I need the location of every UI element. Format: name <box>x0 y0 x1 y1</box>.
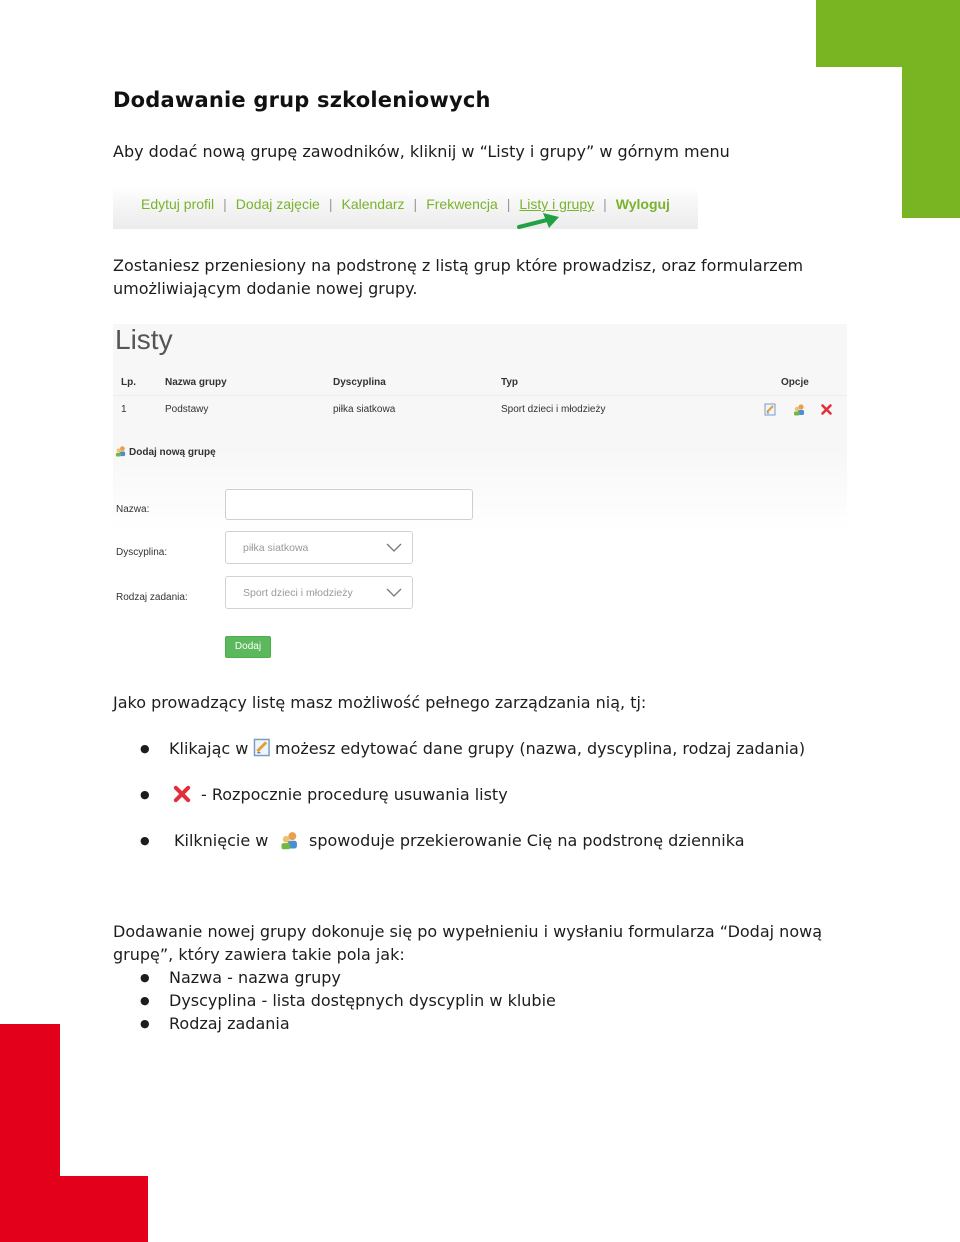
list-item: ● Nazwa - nazwa grupy <box>140 968 341 987</box>
green-side-block <box>902 0 960 218</box>
document-title: Dodawanie grup szkoleniowych <box>113 88 491 112</box>
task-type-select[interactable] <box>225 576 413 609</box>
task-field-label: Rodzaj zadania: <box>116 592 188 603</box>
menu-item-calendar[interactable]: Kalendarz <box>341 196 405 212</box>
group-name-input[interactable] <box>225 489 473 520</box>
form-description-paragraph: Dodawanie nowej grupy dokonuje się po wypełnieniu i wysłaniu formularza “Dodaj nową grupę”, który zawiera takie pola jak: <box>113 922 822 964</box>
bullet-diary-after: spowoduje przekierowanie Cię na podstronę dziennika <box>309 831 745 850</box>
task-type-select-value: Sport dzieci i młodzieży <box>243 587 353 599</box>
menu-separator: | <box>328 196 333 212</box>
menu-separator: | <box>603 196 607 212</box>
menu-separator: | <box>413 196 418 212</box>
red-side-block <box>0 1024 60 1242</box>
edit-icon <box>253 738 272 757</box>
delete-icon[interactable] <box>820 403 833 416</box>
management-paragraph: Jako prowadzący listę masz możliwość pełnego zarządzania nią, tj: <box>113 693 647 712</box>
menu-separator: | <box>506 196 511 212</box>
group-icon <box>115 445 127 457</box>
menu-item-logout[interactable]: Wyloguj <box>615 196 670 212</box>
red-corner-block <box>60 1176 148 1242</box>
intro-paragraph: Aby dodać nową grupę zawodników, kliknij w “Listy i grupy” w górnym menu <box>113 142 730 161</box>
lists-title: Listy <box>115 324 173 355</box>
arrow-icon <box>517 211 561 229</box>
menu-item-add-session[interactable]: Dodaj zajęcie <box>235 196 320 212</box>
lists-page-screenshot <box>113 324 847 664</box>
column-header-discipline: Dyscyplina <box>333 377 386 388</box>
menu-item-edit-profile[interactable]: Edytuj profil <box>141 196 215 212</box>
bullet-edit-before: Klikając w <box>169 739 249 758</box>
bullet-delete-text: - Rozpocznie procedurę usuwania listy <box>201 785 508 804</box>
bullet-edit-after: możesz edytować dane grupy (nazwa, dyscyplina, rodzaj zadania) <box>275 739 806 758</box>
edit-icon[interactable] <box>764 403 777 416</box>
redirect-paragraph: Zostaniesz przeniesiony na podstronę z listą grup które prowadzisz, oraz formularzem umożliwiającym dodanie nowej grupy. <box>113 256 804 298</box>
row-discipline: piłka siatkowa <box>333 404 396 415</box>
discipline-select-value: piłka siatkowa <box>243 542 309 554</box>
delete-icon <box>172 784 192 804</box>
menu-separator: | <box>223 196 227 212</box>
menu-item-lists-groups[interactable]: Listy i grupy <box>519 196 595 212</box>
discipline-field-label: Dyscyplina: <box>116 547 168 558</box>
chevron-down-icon <box>386 588 402 597</box>
list-item: ● Rodzaj zadania <box>140 1014 290 1033</box>
bullet-diary-before: Kilknięcie w <box>174 831 269 850</box>
row-group-name: Podstawy <box>165 404 209 415</box>
group-icon <box>280 830 300 850</box>
row-type: Sport dzieci i młodzieży <box>501 404 606 415</box>
lists-panel-background <box>113 324 847 534</box>
add-button[interactable]: Dodaj <box>225 636 271 658</box>
name-field-label: Nazwa: <box>116 504 150 515</box>
list-item: ● Dyscyplina - lista dostępnych dyscyplin w klubie <box>140 991 556 1010</box>
menu-item-attendance[interactable]: Frekwencja <box>426 196 498 212</box>
add-group-link[interactable] <box>115 445 216 458</box>
discipline-select[interactable] <box>225 531 413 564</box>
column-header-lp: Lp. <box>121 377 136 388</box>
green-corner-block <box>816 0 902 67</box>
top-menu-screenshot <box>113 187 698 229</box>
column-header-type: Typ <box>501 377 519 388</box>
column-header-options: Opcje <box>781 377 809 388</box>
column-header-group-name: Nazwa grupy <box>165 377 227 388</box>
group-icon[interactable] <box>793 403 806 416</box>
header-divider <box>113 395 847 396</box>
form-fields-list <box>140 966 556 1035</box>
row-lp: 1 <box>121 404 127 415</box>
add-group-label: Dodaj nową grupę <box>129 447 216 458</box>
chevron-down-icon <box>386 543 402 552</box>
